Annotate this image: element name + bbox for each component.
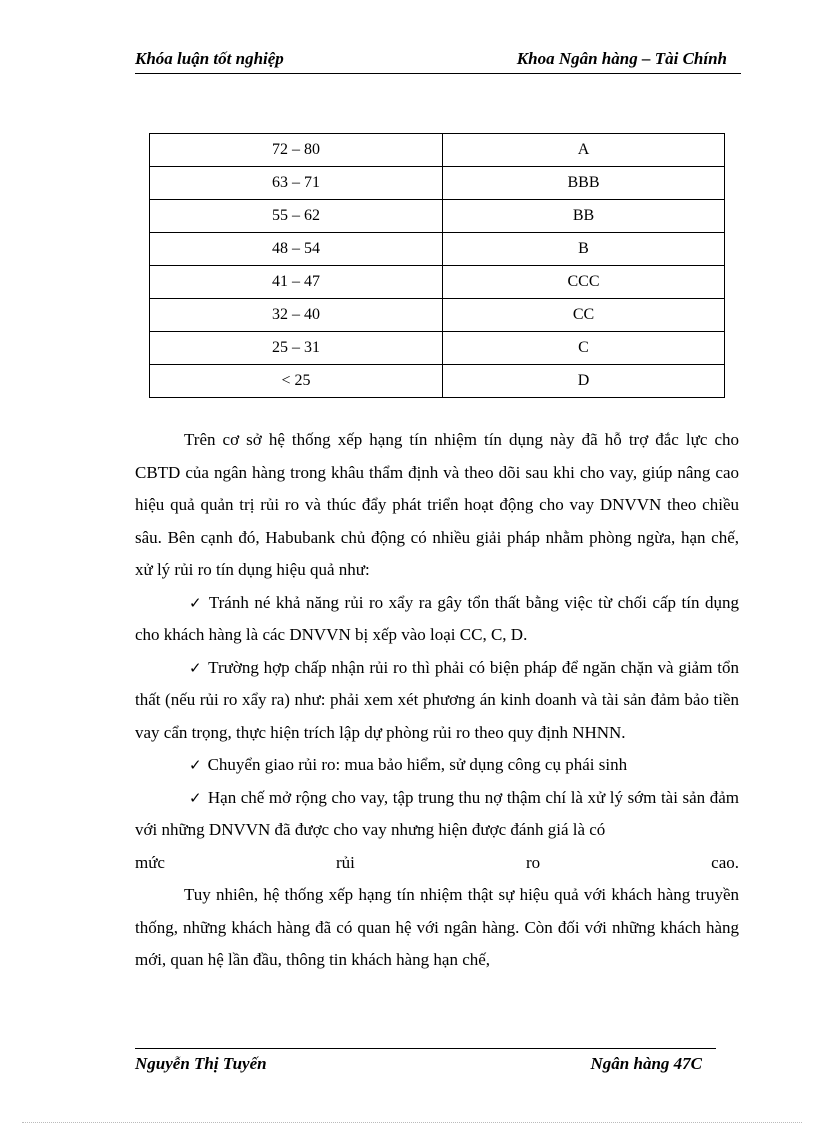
paragraph-intro: Trên cơ sở hệ thống xếp hạng tín nhiệm tín dụng này đã hỗ trợ đắc lực cho CBTD của ngân hàng trong khâu thẩm định và theo dõi sau khi cho vay, giúp nâng cao hiệu quả quản trị rủi ro và thúc đẩy phát triển hoạt động cho vay DNVVN theo chiều sâu. Bên cạnh đó, Habubank chủ động có nhiều giải pháp nhằm phòng ngừa, hạn chế, xử lý rủi ro tín dụng hiệu quả như:: [135, 430, 739, 579]
rating-grade-cell: C: [443, 332, 725, 365]
bullet-text: Chuyển giao rủi ro: mua bảo hiểm, sử dụng công cụ phái sinh: [207, 755, 628, 774]
score-range-cell: 55 – 62: [150, 200, 443, 233]
bullet-text: Hạn chế mở rộng cho vay, tập trung thu nợ thậm chí là xử lý sớm tài sản đảm với những DNVVN đã được cho vay nhưng hiện được đánh giá là có: [135, 787, 739, 839]
bullet-limit-end: mức rủi ro cao.: [135, 852, 739, 872]
table-row: [150, 299, 725, 332]
rating-grade-cell: D: [443, 365, 725, 398]
score-range-cell: < 25: [150, 365, 443, 398]
bullet-limit: [135, 782, 739, 847]
score-range-cell: 72 – 80: [150, 134, 443, 167]
checkmark-icon: ✓: [189, 756, 202, 774]
table-row: [150, 167, 725, 200]
score-range-cell: 63 – 71: [150, 167, 443, 200]
body-text: [135, 424, 739, 977]
score-range-cell: 48 – 54: [150, 233, 443, 266]
score-range-cell: 25 – 31: [150, 332, 443, 365]
table-row: [150, 134, 725, 167]
rating-grade-cell: A: [443, 134, 725, 167]
bullet-text: Tránh né khả năng rủi ro xẩy ra gây tổn thất bằng việc từ chối cấp tín dụng cho khách hàng là các DNVVN bị xếp vào loại CC, C, D.: [135, 592, 739, 644]
checkmark-icon: ✓: [189, 658, 203, 677]
paragraph-however: Tuy nhiên, hệ thống xếp hạng tín nhiệm thật sự hiệu quả với khách hàng truyền thống, những khách hàng đã có quan hệ với ngân hàng. Còn đối với những khách hàng mới, quan hệ lần đầu, thông tin khách hàng hạn chế,: [135, 885, 739, 969]
footer-rule: [135, 1048, 716, 1049]
table-row: [150, 200, 725, 233]
score-range-cell: 41 – 47: [150, 266, 443, 299]
rating-table: [149, 133, 725, 398]
rating-grade-cell: BB: [443, 200, 725, 233]
rating-grade-cell: CCC: [443, 266, 725, 299]
rating-grade-cell: B: [443, 233, 725, 266]
page-header: [135, 49, 741, 74]
table-row: [150, 266, 725, 299]
bullet-avoid: [135, 587, 739, 652]
checkmark-icon: ✓: [189, 593, 203, 612]
table-row: [150, 332, 725, 365]
rating-grade-cell: CC: [443, 299, 725, 332]
footer-class: Ngân hàng 47C: [590, 1054, 702, 1073]
footer-author: Nguyễn Thị Tuyến: [135, 1054, 267, 1073]
rating-grade-cell: BBB: [443, 167, 725, 200]
header-faculty: Khoa Ngân hàng – Tài Chính: [516, 49, 727, 68]
header-thesis-title: Khóa luận tốt nghiệp: [135, 49, 284, 68]
score-range-cell: 32 – 40: [150, 299, 443, 332]
bullet-transfer: [135, 749, 739, 782]
table-row: [150, 233, 725, 266]
bullet-accept: [135, 652, 739, 750]
table-row: [150, 365, 725, 398]
checkmark-icon: ✓: [189, 788, 202, 807]
bullet-text: Trường hợp chấp nhận rủi ro thì phải có biện pháp để ngăn chặn và giảm tổn thất (nếu rủi ro xẩy ra) như: phải xem xét phương án kinh doanh và tài sản đảm bảo tiền vay cẩn trọng, thực hiện trích lập dự phòng rủi ro theo quy định NHNN.: [135, 657, 739, 742]
